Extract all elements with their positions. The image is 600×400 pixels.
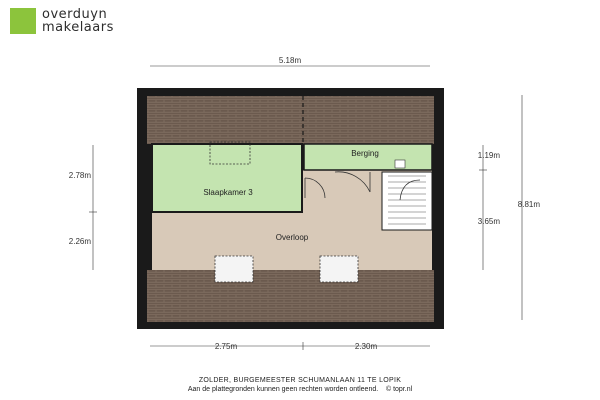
staircase — [382, 172, 432, 230]
dim-top-width: 5.18m — [278, 56, 302, 65]
dim-bottom-left: 2.75m — [214, 342, 238, 351]
dim-left-lower: 2.26m — [68, 237, 91, 246]
room-label-storage: Berging — [351, 149, 379, 158]
utility-fixture — [395, 160, 405, 168]
dim-right-lower: 3.65m — [477, 217, 500, 226]
room-label-bedroom: Slaapkamer 3 — [203, 188, 253, 197]
brand-line2: makelaars — [42, 20, 114, 35]
plan-credit: © topr.nl — [385, 386, 413, 393]
plan-disclaimer: Aan de plattegronden kunnen geen rechten worden ontleend. — [187, 386, 379, 393]
dim-bottom-right: 2.30m — [354, 342, 378, 351]
skylight-landing-left — [215, 256, 253, 282]
dim-right-upper: 1.19m — [477, 151, 500, 160]
skylight-landing-right — [320, 256, 358, 282]
roof-top — [147, 96, 434, 144]
roof-bottom — [147, 270, 434, 322]
room-label-landing: Overloop — [275, 233, 309, 242]
dim-left-upper: 2.78m — [68, 171, 91, 180]
dim-right-total: 8.81m — [517, 200, 540, 209]
bedroom-area — [152, 144, 302, 212]
plan-title: ZOLDER, BURGEMEESTER SCHUMANLAAN 11 TE LOPIK — [198, 377, 402, 384]
plan-disclaimer-line — [0, 386, 600, 393]
brand-line1: overduyn — [42, 7, 108, 22]
